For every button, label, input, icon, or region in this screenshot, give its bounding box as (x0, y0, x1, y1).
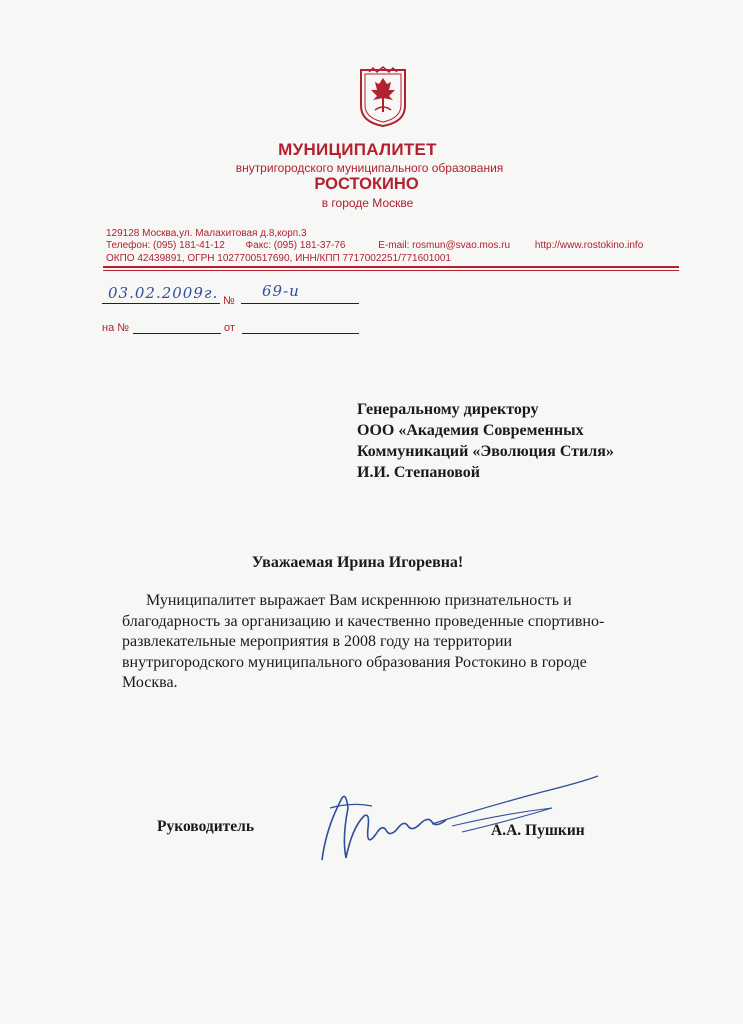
addressee-line: Генеральному директору (357, 401, 539, 418)
org-city: в городе Москве (321, 196, 414, 210)
addressee-line: ООО «Академия Современных (357, 422, 584, 439)
org-title: МУНИЦИПАЛИТЕТ (278, 140, 437, 159)
number-label: № (223, 295, 235, 307)
org-name: РОСТОКИНО (314, 175, 419, 193)
addressee-block (357, 399, 614, 483)
handwritten-signature (312, 768, 604, 872)
from-underline (242, 333, 359, 334)
body-line: Москва. (122, 674, 178, 691)
signatory-name: А.А. Пушкин (491, 822, 585, 839)
body-line: благодарность за организацию и качественно проведенные спортивно- (122, 612, 605, 630)
greeting-text: Уважаемая Ирина Игоревна! (251, 554, 464, 571)
org-registration-ids: ОКПО 42439891, ОГРН 1027700517690, ИНН/КПП 7717002251/771601001 (106, 253, 451, 264)
letter-body (122, 591, 662, 694)
signatory-role: Руководитель (157, 818, 255, 835)
body-line: развлекательные мероприятия в 2008 году на территории (122, 633, 513, 650)
body-line: внутригородского муниципального образования Ростокино в городе (122, 653, 587, 671)
addressee-line: Коммуникаций «Эволюция Стиля» (357, 443, 614, 460)
addressee-line: И.И. Степановой (357, 464, 480, 481)
org-subtitle: внутригородского муниципального образования (235, 161, 504, 175)
org-email: E-mail: rosmun@svao.mos.ru (378, 240, 511, 251)
greeting (0, 554, 743, 572)
date-underline (102, 303, 220, 304)
org-phone: Телефон: (095) 181-41-12 (106, 240, 225, 251)
in-reply-underline (133, 333, 221, 334)
contact-row (106, 240, 643, 251)
in-reply-label: на № (102, 322, 130, 334)
body-line: Муниципалитет выражает Вам искреннюю признательность и (146, 592, 572, 609)
number-underline (241, 303, 359, 304)
from-label: от (224, 322, 235, 334)
handwritten-date: 03.02.2009г. (108, 284, 219, 302)
coat-of-arms-icon (357, 66, 409, 128)
org-address: 129128 Москва,ул. Малахитовая д.8,корп.3 (106, 228, 307, 239)
letterhead-divider-thin (103, 270, 679, 271)
org-website: http://www.rostokino.info (534, 240, 644, 251)
handwritten-number: 69-и (262, 282, 300, 300)
org-fax: Факс: (095) 181-37-76 (245, 240, 346, 251)
letterhead-divider (103, 266, 679, 268)
